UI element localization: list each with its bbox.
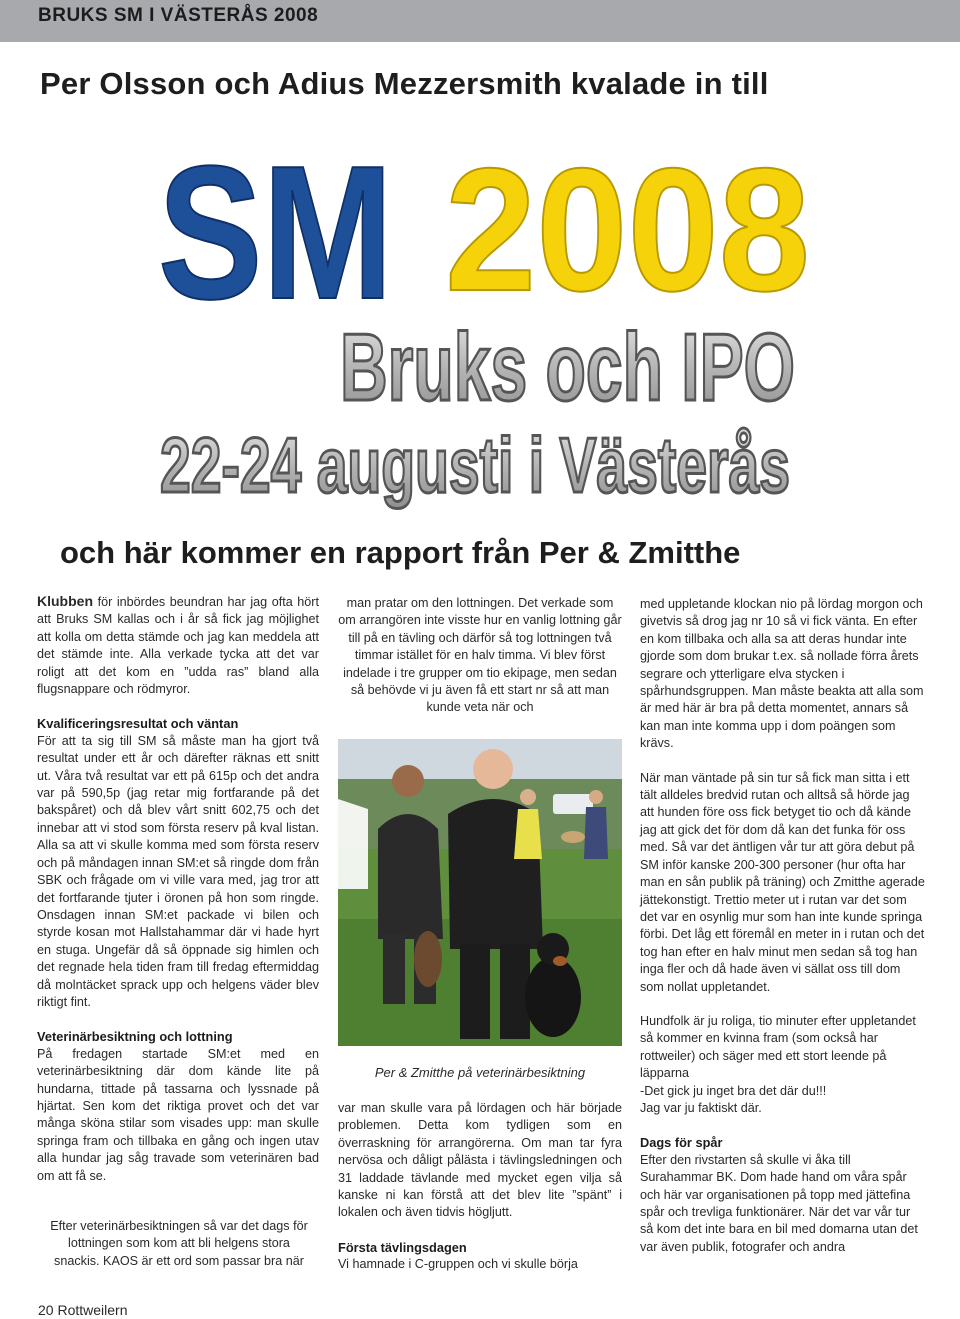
veterinary-photo (338, 739, 622, 1046)
page-footer (38, 1302, 128, 1318)
section-header-bar (0, 0, 960, 42)
paragraph-vantan-tur: När man väntade på sin tur så fick man sitta i ett tält alldeles bredvid rutan och alltså så hörde jag att hunden före oss fick betyget tio och då kände jag att gick det för dom då kan det funka för oss med. Så var det äntligen vår tur att göra debut på SM inför kanske 200-300 personer (hur ofta har man en sån publik på träning) och Zmitthe agerade jättekonstigt. Trettio meter ut i rutan var det som det var en osynlig mur som han inte kunde springa förbi. Det låg ett föremål en meter in i rutan och det tog han efter en halv minut men sedan så tog han inga fler och då hade även vi sällat oss till dom som nollat uppletandet. (640, 770, 925, 994)
article-headline: Per Olsson och Adius Mezzersmith kvalade in till (40, 66, 769, 101)
logo-year-text: 2008 (445, 133, 810, 328)
hundfolk-text: Hundfolk är ju roliga, tio minuter efter uppletandet så kommer en kvinna fram (som också har rottweiler) och säger med ett stort leende på läpparna (640, 1013, 916, 1081)
quote-text: -Det gick ju inget bra det där du!!! (640, 1083, 827, 1098)
photo-caption: Per & Zmitthe på veterinärbesiktning (374, 1065, 586, 1080)
reply-text: Jag var ju faktiskt där. (640, 1100, 762, 1115)
paragraph-hundfolk (640, 1013, 925, 1117)
heading-spar: Dags för spår (640, 1135, 723, 1151)
heading-forsta-dagen: Första tävlingsdagen (338, 1239, 467, 1255)
paragraph-problemen: var man skulle vara på lördagen och här började problemen. Detta kom tydligen som en överraskning för arrangörerna. Om man tar fyra nervösa och dåligt pålästa i tävlingsledningen och 31 laddade tävlande med mycket egen vilja så kanske ni kan förstå att det blev lite ”spänt” i lokalen och även tidvis högljutt. (338, 1101, 622, 1220)
logo-date-text: 22-24 augusti i Västerås (160, 421, 790, 509)
intro-text: för inbördes beundran har jag ofta hört att Bruks SM kallas och i år så fick jag möjlighet att kolla om detta stämde och jag kan meddela att det stämde inte. Alla verkade tycka att det var roligt att det kom en ”udda ras” bland alla flugsnappare och rödmyror. (37, 595, 319, 697)
logo-sm-text: SM (158, 127, 393, 339)
column-1 (37, 593, 319, 1202)
magazine-name: Rottweilern (57, 1302, 128, 1318)
sm-2008-logo (150, 127, 815, 520)
intro-paragraph (37, 593, 319, 698)
heading-kvalificering: Kvalificeringsresultat och väntan (37, 716, 239, 732)
heading-veterinar: Veterinärbesiktning och lottning (37, 1029, 233, 1045)
column-2-continued (338, 1100, 622, 1274)
paragraph-surahammar: Efter den rivstarten så skulle vi åka till Surahammar BK. Dom hade hand om våra spår och här var organisationen på topp med jättefina spår och trevliga funktionärer. När det var vår tur så kom det inte bara en bil med domarna utan det var även publik, fotografer och andra (640, 1152, 918, 1254)
page-number: 20 (38, 1302, 54, 1318)
article-subheadline: och här kommer en rapport från Per & Zmitthe (60, 535, 741, 570)
column-2 (338, 595, 622, 734)
paragraph-lottning: Efter veterinärbesiktningen så var det dags för lottningen som kom att bli helgens stora snackis. KAOS är ett ord som passar bra när (50, 1219, 308, 1268)
column-3 (640, 596, 925, 1256)
paragraph-c-gruppen: Vi hamnade i C-gruppen och vi skulle börja (338, 1257, 578, 1272)
column-1-continued (45, 1218, 313, 1287)
logo-bruks-ipo-text: Bruks och IPO (340, 314, 795, 421)
intro-lead-word: Klubben (37, 593, 93, 609)
paragraph-veterinar: På fredagen startade SM:et med en veterinärbesiktning där dom kände lite på hundarna, tittade på tassarna och lyssnade på hjärtat. Sen kom det riktiga provet och det var många sköna stilar som visades upp: man skulle springa fram och tillbaka en gång och ingen utav alla hundar jag såg travade som veterinären bad om att få se. (37, 1046, 319, 1183)
paragraph-uppletande: med uppletande klockan nio på lördag morgon och givetvis så drog jag nr 10 så vi fick vänta. En efter en kom tillbaka och alla sa att deras hundar inte gjorde som dom brukar t.ex. så nollade förra årets segrare och ytterligare elva stycken i spårhundsgruppen. Man måste beakta att alla som är med här är bra på detta momentet, annars så kan man inte komma upp i dom poängen som krävs. (640, 597, 924, 751)
paragraph-lottning-cont: man pratar om den lottningen. Det verkade som om arrangören inte visste hur en vanlig lottning går till på en tävling och därför så tog lottningen två timmar istället för en halv timma. Vi blev först indelade i tre grupper om tio ekipage, men sedan så behövde vi ju även få ett start nr så att man kunde veta när och (338, 596, 622, 715)
section-title: BRUKS SM I VÄSTERÅS 2008 (38, 5, 319, 26)
paragraph-kvalificering: För att ta sig till SM så måste man ha gjort två resultat under ett år och därefter räknas ett snitt ut. Våra två resultat var ett på 615p och det andra var på 590,5p (jag retar mig fortfarande på det bakspåret) och då blev vårt snitt 602,75 och det innebar att vi stod som första reserv på kval listan. Alla sa att vi skulle komma med som första reserv och på måndagen innan SM:et så ringde dom från SBK och frågade om vi ville vara med, jag tror att det fortfarande tjuter i öronen på hon som ringde. Onsdagen innan SM:et packade vi bilen och styrde kosan mot Hallstahammar där vi hade hyrt en stuga. Ungefär då så öppnade sig himlen och det regnade hela tiden fram till fredag eftermiddag då molntäcket sprack upp och helgens väder blev riktigt fint. (37, 733, 319, 1009)
